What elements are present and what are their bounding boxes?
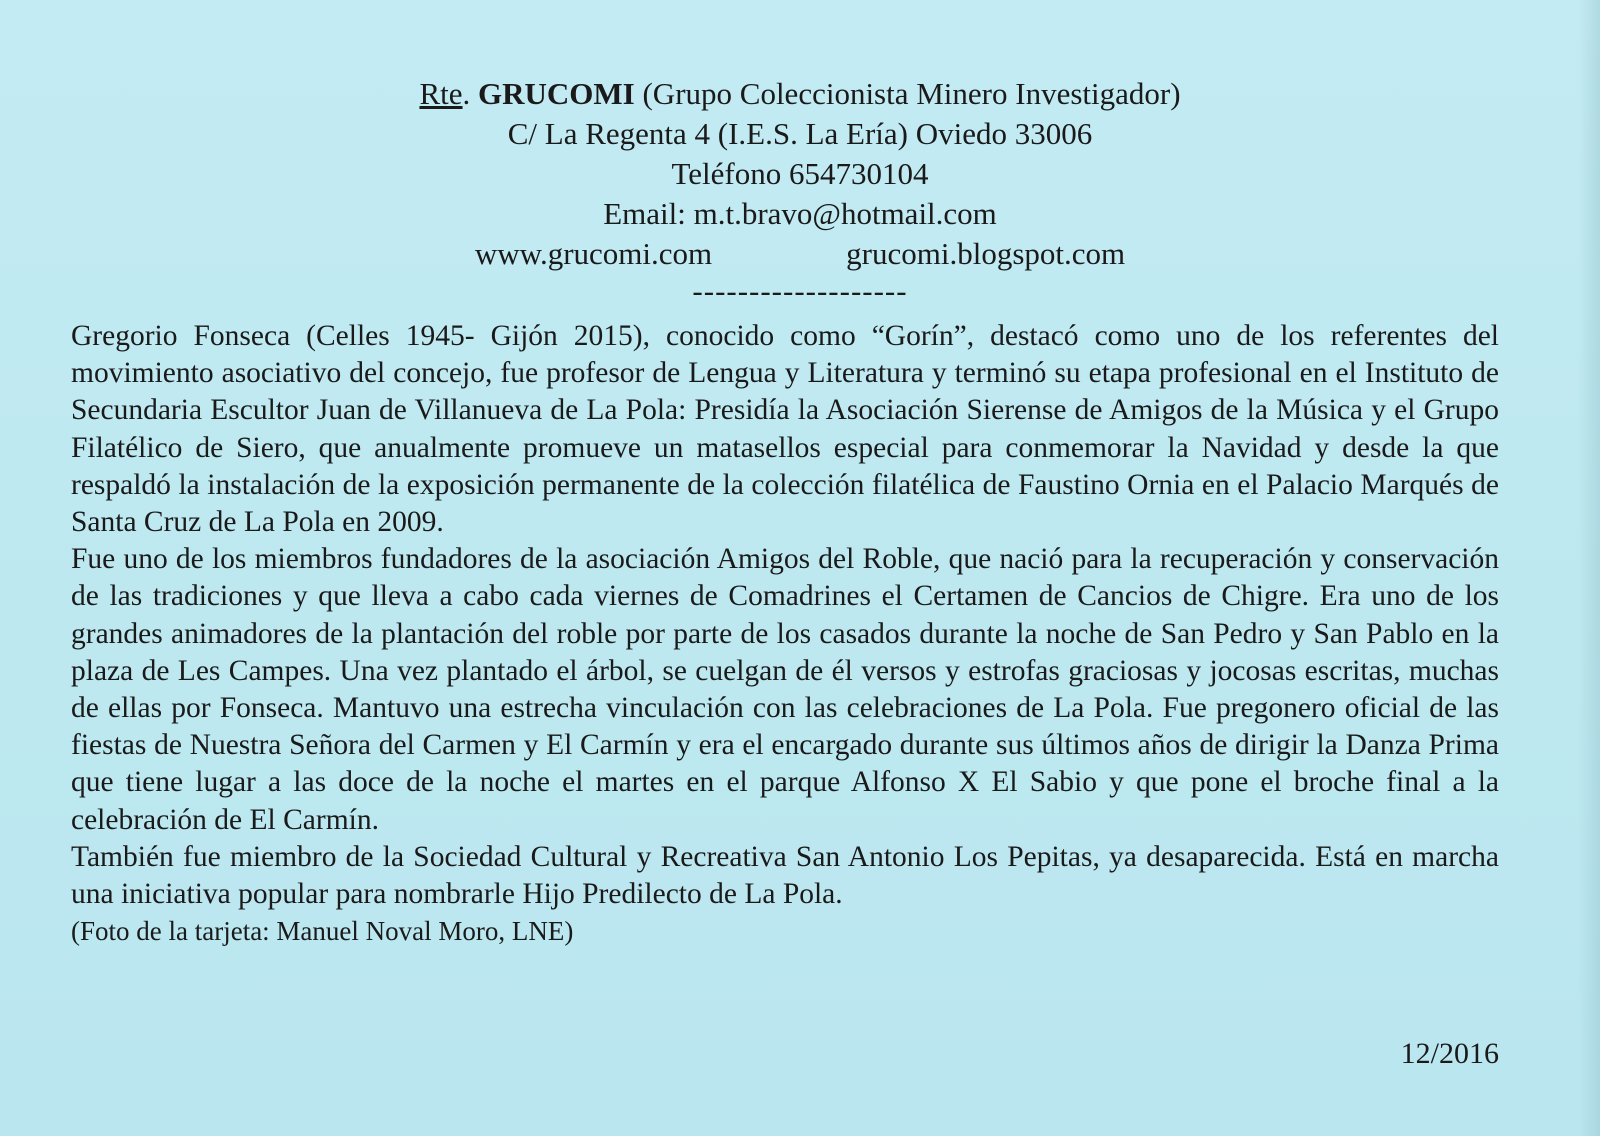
sender-address: C/ La Regenta 4 (I.E.S. La Ería) Oviedo 33006 [507,116,1093,151]
sender-email: Email: m.t.bravo@hotmail.com [603,196,997,231]
biography-text [71,318,1499,950]
org-full-name: (Grupo Coleccionista Minero Investigador) [642,76,1181,111]
sender-line [0,74,1600,114]
org-name: GRUCOMI [478,76,635,111]
sender-phone: Teléfono 654730104 [671,156,929,191]
photo-credit: (Foto de la tarjeta: Manuel Noval Moro, LNE) [71,916,574,947]
website-link: www.grucomi.com [474,236,713,271]
paragraph-3: También fue miembro de la Sociedad Cultural y Recreativa San Antonio Los Pepitas, ya desaparecida. Está en marcha una iniciativa popular para nombrarle Hijo Predilecto de La Pola. [71,840,1499,911]
web-links-row [0,234,1600,274]
issue-date: 12/2016 [1400,1037,1499,1070]
blog-link: grucomi.blogspot.com [846,236,1126,271]
dashed-divider: ------------------- [692,273,908,308]
rte-period: . [462,76,471,111]
paragraph-2: Fue uno de los miembros fundadores de la asociación Amigos del Roble, que nació para la recuperación y conservación de las tradiciones y que lleva a cabo cada viernes de Comadrines el Certamen de Cancios de Chigre. Era uno de los grandes animadores de la plantación del roble por parte de los casados durante la noche de San Pedro y San Pablo en la plaza de Les Campes. Una vez plantado el árbol, se cuelgan de él versos y estrofas graciosas y jocosas escritas, muchas de ellas por Fonseca. Mantuvo una estrecha vinculación con las celebraciones de La Pola. Fue pregonero oficial de las fiestas de Nuestra Señora del Carmen y El Carmín y era el encargado durante sus últimos años de dirigir la Danza Prima que tiene lugar a las doce de la noche el martes en el parque Alfonso X El Sabio y que pone el broche final a la celebración de El Carmín. [71,543,1499,836]
paragraph-1: Gregorio Fonseca (Celles 1945- Gijón 2015), conocido como “Gorín”, destacó como uno de los referentes del movimiento asociativo del concejo, fue profesor de Lengua y Literatura y terminó su etapa profesional en el Instituto de Secundaria Escultor Juan de Villanueva de La Pola: Presidía la Asociación Sierense de Amigos de la Música y el Grupo Filatélico de Siero, que anualmente promueve un matasellos especial para conmemorar la Navidad y desde la que respaldó la instalación de la exposición permanente de la colección filatélica de Faustino Ornia en el Palacio Marqués de Santa Cruz de La Pola en 2009. [71,320,1499,539]
sender-block [0,74,1600,308]
rte-label: Rte [419,76,463,111]
